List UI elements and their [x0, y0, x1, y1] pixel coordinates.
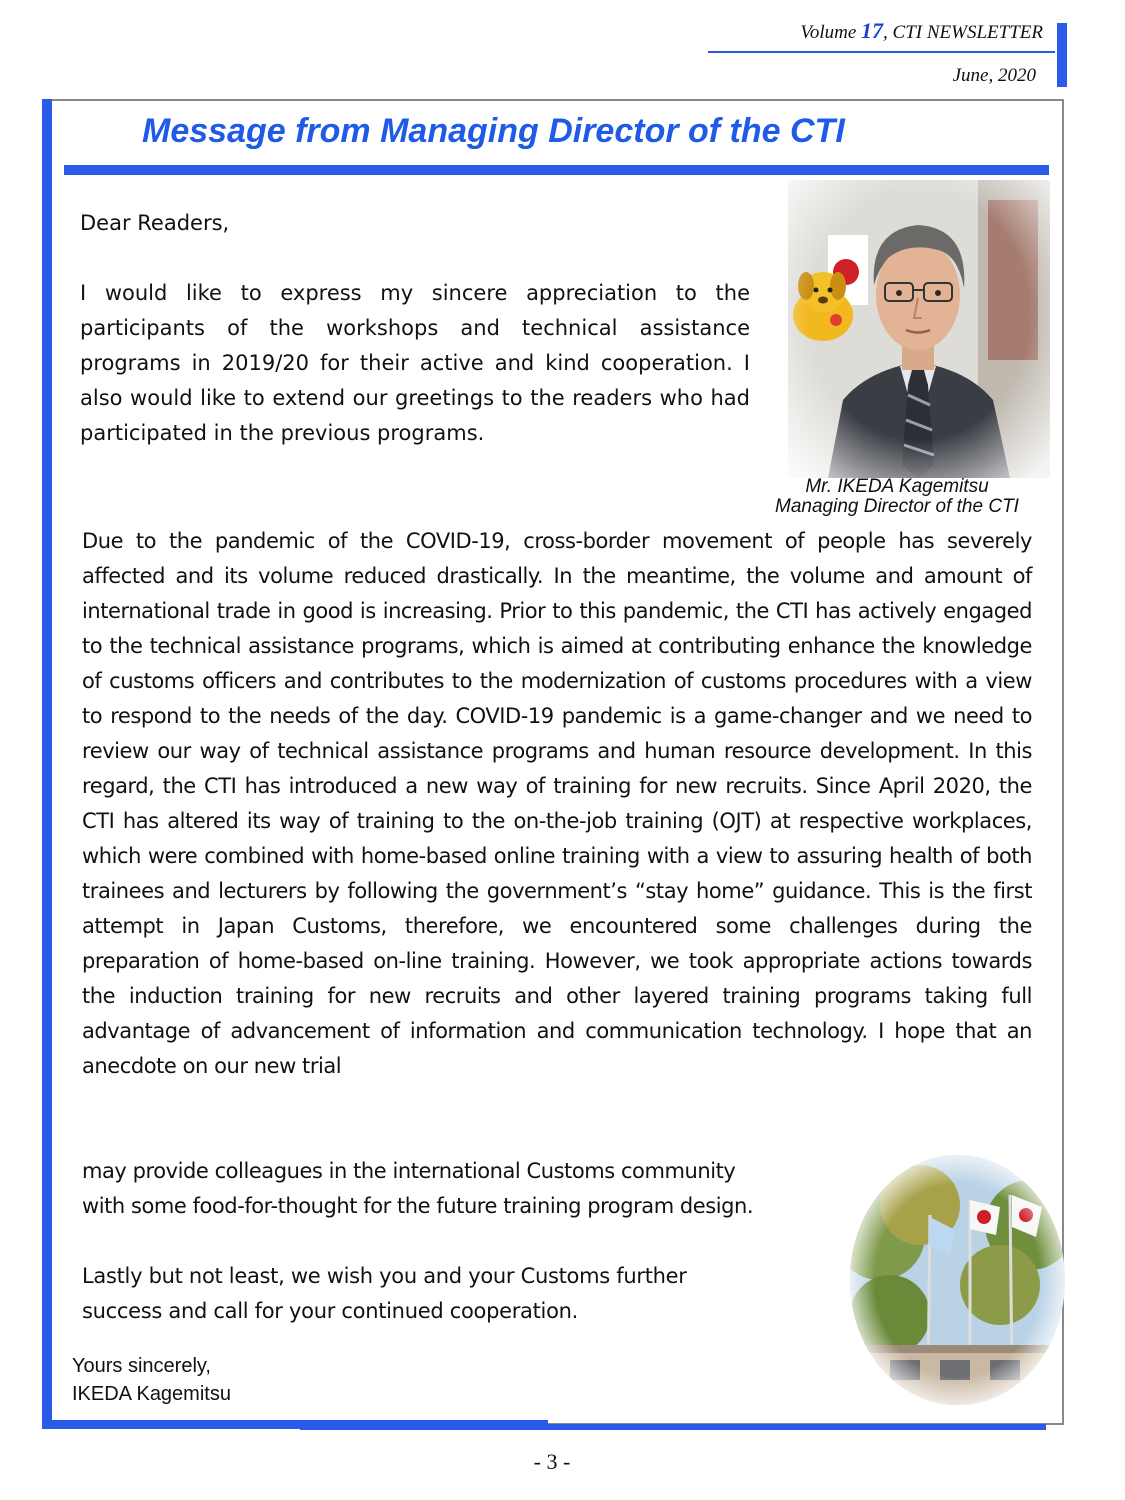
header-accent-bar	[1057, 23, 1067, 87]
letter-paragraph-2-tail	[82, 1154, 882, 1224]
header-rule	[708, 51, 1055, 53]
title-underline	[64, 165, 1049, 175]
portrait-caption-name: Mr. IKEDA Kagemitsu	[805, 476, 989, 497]
director-portrait-photo	[788, 180, 1050, 478]
volume-number: 17	[861, 18, 884, 43]
letter-paragraph-2-tail-line-1: may provide colleagues in the international Customs community	[82, 1159, 736, 1183]
volume-prefix: Volume	[800, 22, 862, 43]
letter-paragraph-3-line-2: success and call for your continued cooperation.	[82, 1299, 579, 1323]
letter-paragraph-3	[82, 1259, 802, 1329]
portrait-caption-role: Managing Director of the CTI	[775, 496, 1019, 517]
frame-bottom-accent-bar-right	[300, 1424, 1046, 1430]
building-illustration	[850, 1155, 1065, 1405]
cti-building-photo	[850, 1155, 1065, 1405]
letter-paragraph-1: I would like to express my sincere appreciation to the participants of the workshops and technical assistance programs in 2019/20 for their active and kind cooperation. I also would like to extend our greetings to the readers who had participated in the previous programs.	[80, 281, 750, 445]
signature-name: IKEDA Kagemitsu	[72, 1383, 231, 1405]
newsletter-volume	[640, 18, 1043, 44]
letter-paragraph-3-line-1: Lastly but not least, we wish you and your Customs further	[82, 1264, 687, 1288]
letter-closing	[72, 1352, 231, 1408]
frame-left-accent-bar	[42, 99, 52, 1429]
letter-paragraph-2: Due to the pandemic of the COVID-19, cross-border movement of people has severely affected and its volume reduced drastically. In the meantime, the volume and amount of international trade in good is increasing. Prior to this pandemic, the CTI has actively engaged to the technical assistance programs, which is aimed at contributing enhance the knowledge of customs officers and contributes to the modernization of customs procedures with a view to respond to the needs of the day. COVID-19 pandemic is a game-changer and we need to review our way of technical assistance programs and human resource development. In this regard, the CTI has introduced a new way of training for new recruits. Since April 2020, the CTI has altered its way of training to the on-the-job training (OJT) at respective workplaces, which were combined with home-based online training with a view to assuring health of both trainees and lecturers by following the government’s “stay home” guidance. This is the first attempt in Japan Customs, therefore, we encountered some challenges during the preparation of home-based on-line training. However, we took appropriate actions towards the induction training for new recruits and other layered training programs taking full advantage of advancement of information and communication technology. I hope that an anecdote on our new trial	[82, 529, 1032, 1078]
closing-phrase: Yours sincerely,	[72, 1355, 211, 1377]
letter-greeting: Dear Readers,	[80, 211, 230, 235]
newsletter-date: June, 2020	[952, 65, 1036, 86]
letter-paragraph-2-tail-line-2: with some food-for-thought for the future training program design.	[82, 1194, 754, 1218]
portrait-caption	[742, 477, 1052, 517]
portrait-illustration	[788, 180, 1050, 478]
page-number: - 3 -	[533, 1449, 571, 1474]
article-title: Message from Managing Director of the CTI	[142, 112, 845, 150]
volume-suffix: , CTI NEWSLETTER	[883, 22, 1043, 43]
